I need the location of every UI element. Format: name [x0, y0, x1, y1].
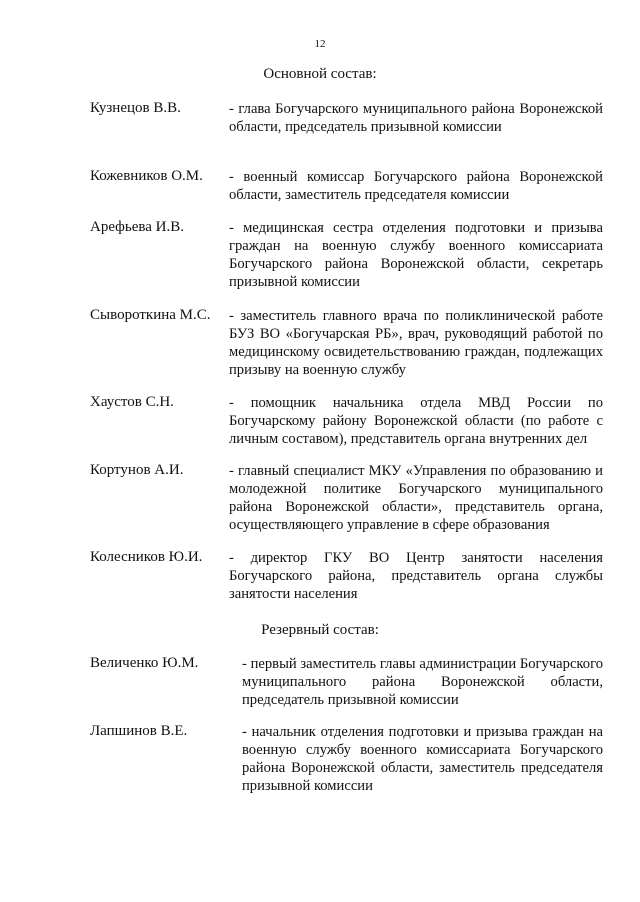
- reserve-composition-title: Резервный состав:: [261, 622, 379, 638]
- page-number: 12: [314, 38, 326, 50]
- member-role: - первый заместитель главы администрации Богучарского муниципального района Воронежской области, председатель призывной комиссии: [242, 656, 603, 708]
- member-role: - глава Богучарского муниципального района Воронежской области, председатель призывной комиссии: [229, 101, 603, 135]
- main-composition-title: Основной состав:: [263, 66, 377, 82]
- member-name: Величенко Ю.М.: [90, 655, 199, 671]
- member-name: Кожевников О.М.: [90, 168, 203, 184]
- member-role: - начальник отделения подготовки и призыва граждан на военную службу военного комиссариата Богучарского района Воронежской области, заместитель председателя призывной комиссии: [242, 724, 603, 794]
- member-role: - главный специалист МКУ «Управления по образованию и молодежной политике Богучарского муниципального района Воронежской области», представитель органа, осуществляющего управление в сфере образования: [229, 463, 603, 533]
- member-name: Кузнецов В.В.: [90, 100, 181, 116]
- member-name: Сывороткина М.С.: [90, 307, 211, 323]
- member-name: Хаустов С.Н.: [90, 394, 174, 410]
- member-name: Кортунов А.И.: [90, 462, 184, 478]
- member-role: - медицинская сестра отделения подготовки и призыва граждан на военную службу военного комиссариата Богучарского района Воронежской области, секретарь призывной комиссии: [229, 220, 603, 290]
- member-name: Лапшинов В.Е.: [90, 723, 188, 739]
- member-role: - заместитель главного врача по поликлинической работе БУЗ ВО «Богучарская РБ», врач, руководящий работой по медицинскому освидетельствованию граждан, подлежащих призыву на военную службу: [229, 308, 603, 378]
- member-name: Арефьева И.В.: [90, 219, 185, 235]
- member-name: Колесников Ю.И.: [90, 549, 203, 565]
- member-role: - помощник начальника отдела МВД России по Богучарскому району Воронежской области (по работе с личным составом), представитель органа внутренних дел: [229, 395, 603, 447]
- member-role: - военный комиссар Богучарского района Воронежской области, заместитель председателя комиссии: [229, 169, 603, 203]
- member-role: - директор ГКУ ВО Центр занятости населения Богучарского района, представитель органа службы занятости населения: [229, 550, 603, 602]
